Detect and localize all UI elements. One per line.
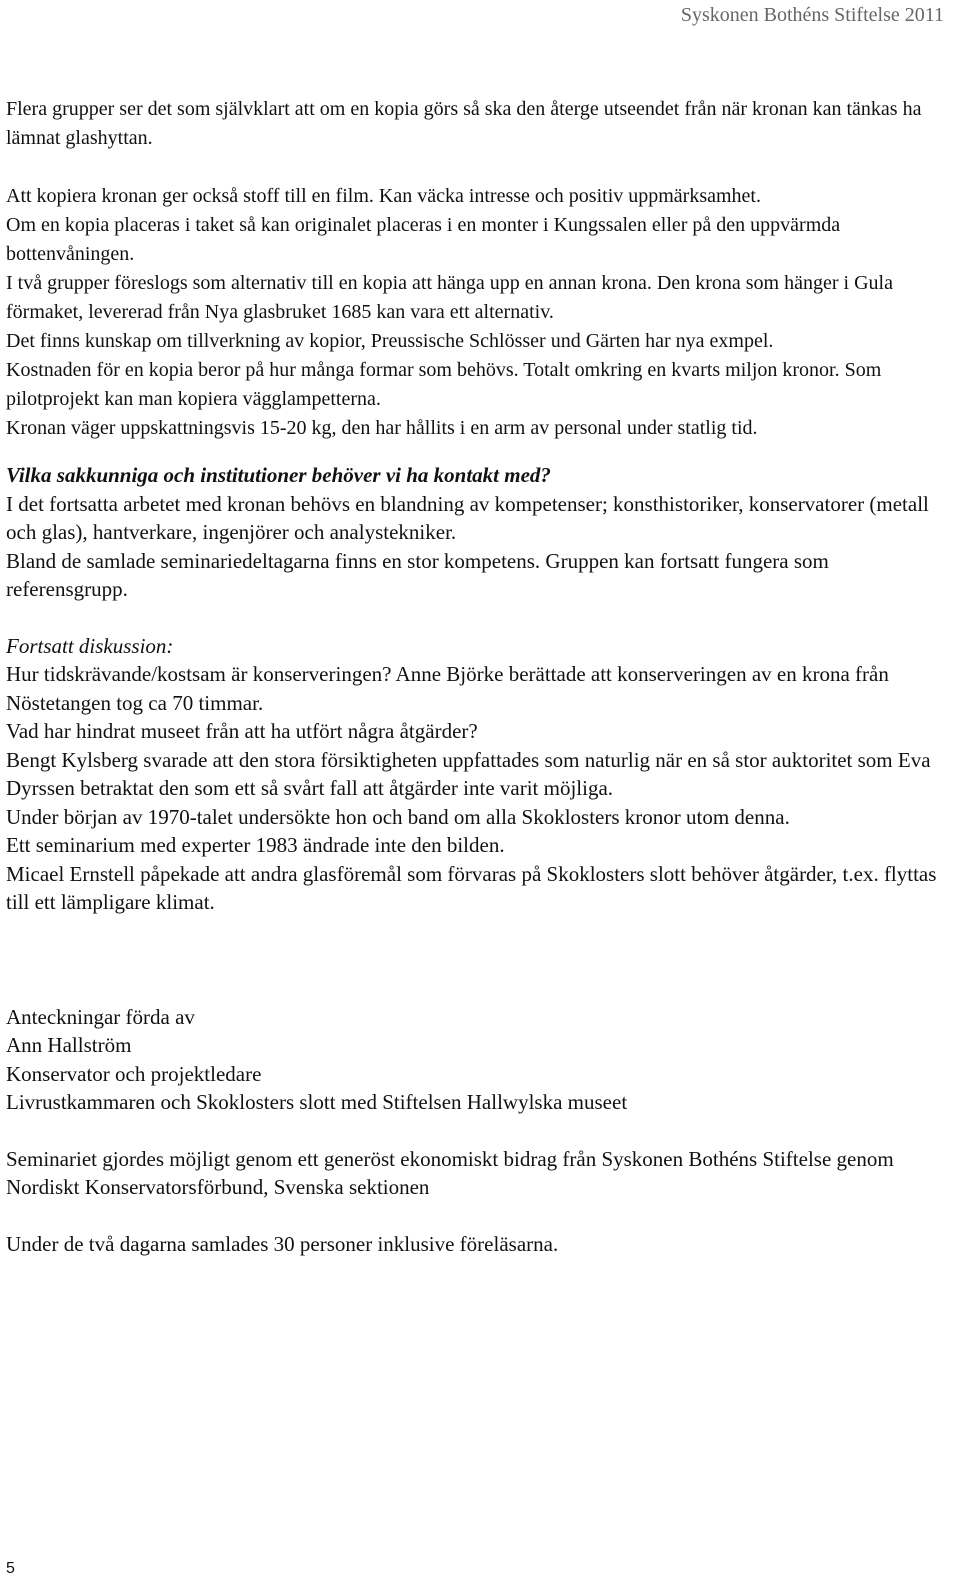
section-discussion — [6, 632, 950, 917]
paragraph: Micael Ernstell påpekade att andra glasföremål som förvaras på Skoklosters slott behöver åtgärder, t.ex. flyttas till ett lämpligare klimat. — [6, 861, 937, 914]
paragraph: Kostnaden för en kopia beror på hur många formar som behövs. Totalt omkring en kvarts miljon kronor. Som pilotprojekt kan man kopiera vägglampetterna. — [6, 359, 882, 410]
paragraph: Om en kopia placeras i taket så kan originalet placeras i en monter i Kungssalen eller på den uppvärmda bottenvåningen. — [6, 214, 841, 265]
paragraph: Kronan väger uppskattningsvis 15-20 kg, den har hållits i en arm av personal under statlig tid. — [6, 417, 758, 439]
page-number: 5 — [6, 1560, 15, 1577]
author-institution: Livrustkammaren och Skoklosters slott med Stiftelsen Hallwylska museet — [6, 1090, 628, 1114]
funding-note: Seminariet gjordes möjligt genom ett generöst ekonomiskt bidrag från Syskonen Bothéns Stiftelse genom Nordiskt Konservatorsförbund, Svenska sektionen — [6, 1146, 894, 1199]
author-name: Ann Hallström — [6, 1033, 132, 1057]
author-role: Konservator och projektledare — [6, 1061, 262, 1086]
paragraph: I två grupper föreslogs som alternativ till en kopia att hänga upp en annan krona. Den krona som hänger i Gula förmaket, levererad från Nya glasbruket 1685 kan vara ett alternativ. — [6, 272, 893, 323]
paragraph: Det finns kunskap om tillverkning av kopior, Preussische Schlösser und Gärten har nya exmpel. — [6, 330, 774, 352]
section-intro — [6, 95, 950, 443]
paragraph: Ett seminarium med experter 1983 ändrade inte den bilden. — [6, 833, 505, 857]
paragraph: Hur tidskrävande/kostsam är konserveringen? Anne Björke berättade att konserveringen av en krona från Nöstetangen tog ca 70 timmar. — [6, 662, 889, 715]
section-credits — [6, 1003, 950, 1259]
paragraph: Att kopiera kronan ger också stoff till en film. Kan väcka intresse och positiv uppmärksamhet. — [6, 185, 761, 207]
section-heading: Vilka sakkunniga och institutioner behöver vi ha kontakt med? — [6, 463, 551, 487]
section-experts — [6, 461, 950, 604]
paragraph: Bengt Kylsberg svarade att den stora försiktigheten uppfattades som naturlig när en så stor auktoritet som Eva Dyrssen betraktat den som ett så svårt fall att åtgärder inte varit möjliga. — [6, 747, 931, 800]
running-header: Syskonen Bothéns Stiftelse 2011 — [680, 4, 944, 26]
paragraph: I det fortsatta arbetet med kronan behövs en blandning av kompetenser; konsthistoriker, konservatorer (metall och glas), hantverkare, ingenjörer och analystekniker. — [6, 491, 929, 544]
credit-line: Anteckningar förda av — [6, 1004, 195, 1029]
paragraph: Flera grupper ser det som självklart att om en kopia görs så ska den återge utseendet från när kronan kan tänkas ha lämnat glashyttan. — [6, 98, 922, 149]
paragraph: Vad har hindrat museet från att ha utfört några åtgärder? — [6, 719, 478, 743]
attendance-note: Under de två dagarna samlades 30 personer inklusive föreläsarna. — [6, 1231, 559, 1256]
paragraph: Under början av 1970-talet undersökte hon och band om alla Skoklosters kronor utom denna. — [6, 804, 790, 829]
section-heading: Fortsatt diskussion: — [6, 633, 174, 658]
paragraph: Bland de samlade seminariedeltagarna finns en stor kompetens. Gruppen kan fortsatt fungera som referensgrupp. — [6, 548, 829, 601]
document-body — [6, 95, 950, 1258]
